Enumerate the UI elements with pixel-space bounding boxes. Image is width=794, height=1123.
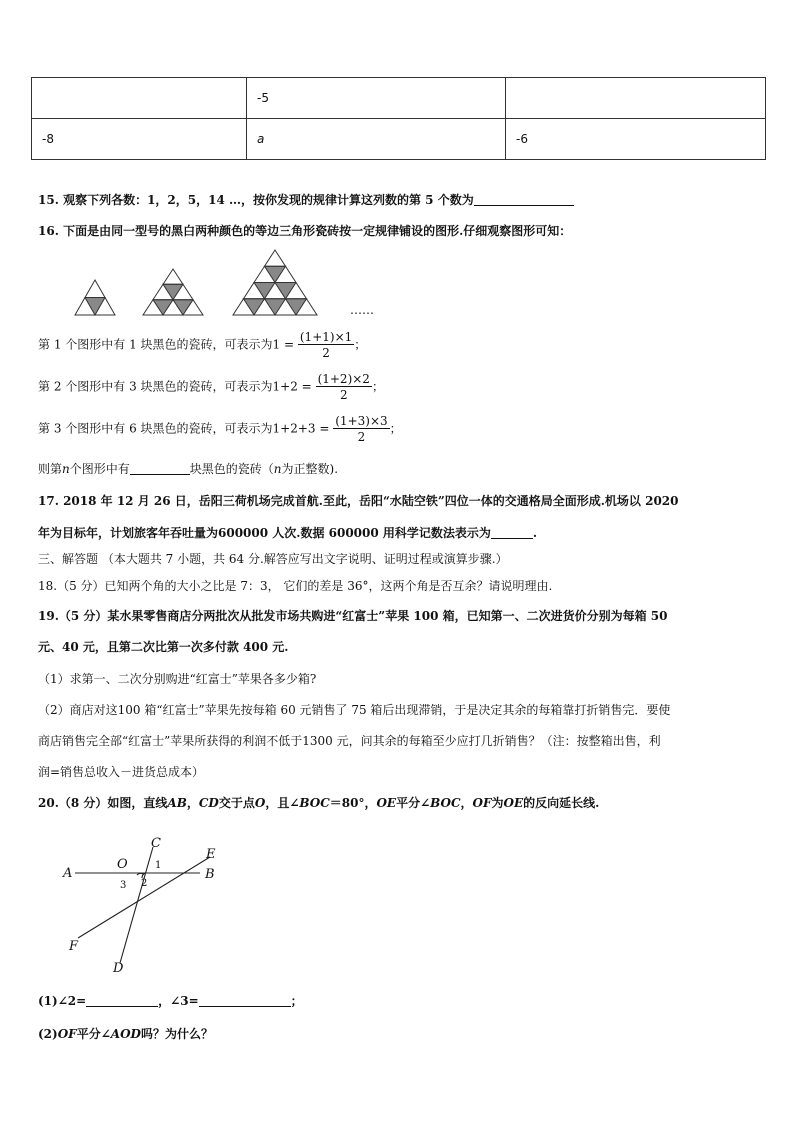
table-cell: -5	[247, 78, 506, 119]
line-text: 则第	[38, 462, 63, 476]
question-text: ＝80°，	[329, 796, 377, 810]
label-f: F	[69, 939, 79, 954]
separator: ，	[186, 796, 199, 810]
denominator: 2	[339, 388, 348, 402]
line-end: ；	[290, 994, 303, 1008]
label-c: C	[151, 836, 161, 851]
fraction	[333, 414, 389, 444]
answer-blank	[474, 193, 574, 206]
formula-lhs: 1+2+3 =	[272, 421, 330, 436]
numerator: (1+3)×3	[335, 414, 388, 428]
line-label: CD	[198, 796, 219, 810]
formula-line-4	[38, 460, 338, 477]
line-label: AB	[167, 796, 187, 810]
question-17-line-1	[38, 492, 679, 509]
line-text: 为正整数).	[281, 462, 339, 476]
question-19-line-2: 元、40 元，且第二次比第一次多付款 400 元.	[38, 640, 289, 654]
line-ef	[78, 857, 210, 938]
angle-label: BOC	[430, 796, 461, 810]
question-text: 观察下列各数：1，2，5，14 …，按你发现的规律计算这列数的第 5 个数为	[63, 193, 474, 207]
question-20-sub-1	[38, 992, 303, 1009]
table-cell: -6	[506, 119, 766, 160]
label-b: B	[205, 867, 215, 882]
denominator: 2	[322, 346, 330, 360]
question-text: 平分∠	[396, 796, 431, 810]
question-16	[38, 222, 571, 239]
variable-n: n	[62, 462, 70, 476]
question-20-sub-2	[38, 1025, 213, 1042]
line-end: .	[532, 526, 538, 540]
question-text: (2)	[38, 1027, 58, 1041]
question-text: (1)∠2=	[38, 994, 87, 1008]
formula-line-2	[38, 372, 384, 402]
question-19-line-1: 19.（5 分）某水果零售商店分两批次从批发市场共购进“红富士”苹果 100 箱，已知第一、二次进货价分别为每箱 50	[38, 609, 668, 623]
line-text: 个图形中有	[69, 462, 130, 476]
question-number: 15.	[38, 193, 59, 207]
question-19-part-2-line-2: 商店销售完全部“红富士”苹果所获得的利润不低于1300 元，问其余的每箱至少应打几折销售？（注：按整箱出售，利	[38, 734, 661, 748]
question-15	[38, 191, 574, 208]
angle-label: AOD	[110, 1027, 141, 1041]
point-label: O	[254, 796, 266, 810]
answer-blank	[86, 994, 158, 1007]
number-table	[31, 77, 766, 160]
ray-label: OF	[472, 796, 492, 810]
line-text: 第 1 个图形中有 1 块黑色的瓷砖，可表示为	[38, 337, 273, 352]
fraction	[298, 330, 354, 360]
angle-1-label: 1	[155, 860, 162, 871]
question-text: 下面是由同一型号的黑白两种颜色的等边三角形瓷砖按一定规律铺设的图形.仔细观察图形可知：	[63, 224, 572, 238]
question-text: 交于点	[218, 796, 255, 810]
line-end: ；	[371, 379, 384, 394]
formula-line-1	[38, 330, 366, 360]
formula-lhs: 1+2 =	[272, 379, 312, 394]
answer-blank	[199, 994, 291, 1007]
question-19-part-1: （1）求第一、二次分别购进“红富士”苹果各多少箱?	[38, 672, 317, 686]
ray-label: OE	[503, 796, 524, 810]
question-19-part-2-line-1: （2）商店对这100 箱“红富士”苹果先按每箱 60 元销售了 75 箱后出现滞销，于是决定其余的每箱靠打折销售完．要使	[38, 703, 671, 717]
question-number: 16.	[38, 224, 59, 238]
label-a: A	[63, 866, 73, 881]
question-text: 吗？为什么？	[140, 1027, 213, 1041]
angle-arc	[137, 873, 143, 875]
line-text: 第 2 个图形中有 3 块黑色的瓷砖，可表示为	[38, 379, 273, 394]
table-cell: a	[247, 119, 506, 160]
table-cell: -8	[32, 119, 247, 160]
angle-label: BOC	[299, 796, 330, 810]
label-o: O	[117, 857, 128, 872]
table-cell	[506, 78, 766, 119]
line-text: 第 3 个图形中有 6 块黑色的瓷砖，可表示为	[38, 421, 273, 436]
angle-2-label: 2	[141, 878, 148, 889]
formula-line-3	[38, 414, 402, 444]
label-d: D	[113, 961, 124, 976]
question-text: 20.（8 分）如图，直线	[38, 796, 168, 810]
line-text: 块黑色的瓷砖（	[189, 462, 274, 476]
question-text: ，∠3=	[158, 994, 199, 1008]
question-text: ，且∠	[265, 796, 300, 810]
question-text: 为	[491, 796, 504, 810]
table-row	[32, 119, 766, 160]
question-19-part-2-line-3: 润=销售总收入－进货总成本）	[38, 765, 205, 779]
triangle-tiles-figure	[55, 245, 385, 325]
line-end: ；	[389, 421, 402, 436]
question-text: 2018 年 12 月 26 日，岳阳三荷机场完成首航.至此，岳阳“水陆空铁”四位一体的交通格局全面形成.机场以 2020	[63, 494, 679, 508]
fraction	[316, 372, 372, 402]
question-17-line-2	[38, 524, 537, 541]
ray-label: OE	[376, 796, 397, 810]
intersecting-lines-figure	[55, 830, 245, 980]
ellipsis: ……	[350, 303, 374, 317]
question-text: 平分∠	[76, 1027, 111, 1041]
numerator: (1+1)×1	[299, 330, 353, 344]
label-e: E	[206, 847, 216, 862]
ray-label: OF	[57, 1027, 77, 1041]
question-text: 年为目标年，计划旅客年吞吐量为600000 人次.数据 600000 用科学记数法表示为	[38, 526, 491, 540]
numerator: (1+2)×2	[317, 372, 370, 386]
separator: ，	[460, 796, 473, 810]
angle-3-label: 3	[120, 880, 127, 891]
variable-n: n	[273, 462, 282, 476]
answer-blank	[130, 462, 190, 475]
table-cell	[32, 78, 247, 119]
answer-blank	[491, 526, 533, 539]
line-end: ；	[354, 337, 367, 352]
section-heading: 三、解答题 （本大题共 7 小题，共 64 分.解答应写出文字说明、证明过程或演算步骤.）	[38, 552, 508, 566]
denominator: 2	[357, 430, 366, 444]
question-18: 18.（5 分）已知两个角的大小之比是 7：3， 它们的差是 36°，这两个角是否互余？请说明理由.	[38, 579, 553, 593]
formula-lhs: 1 =	[272, 337, 295, 352]
table-row	[32, 78, 766, 119]
question-20-line-1	[38, 794, 599, 811]
question-number: 17.	[38, 494, 59, 508]
question-text: 的反向延长线.	[523, 796, 600, 810]
